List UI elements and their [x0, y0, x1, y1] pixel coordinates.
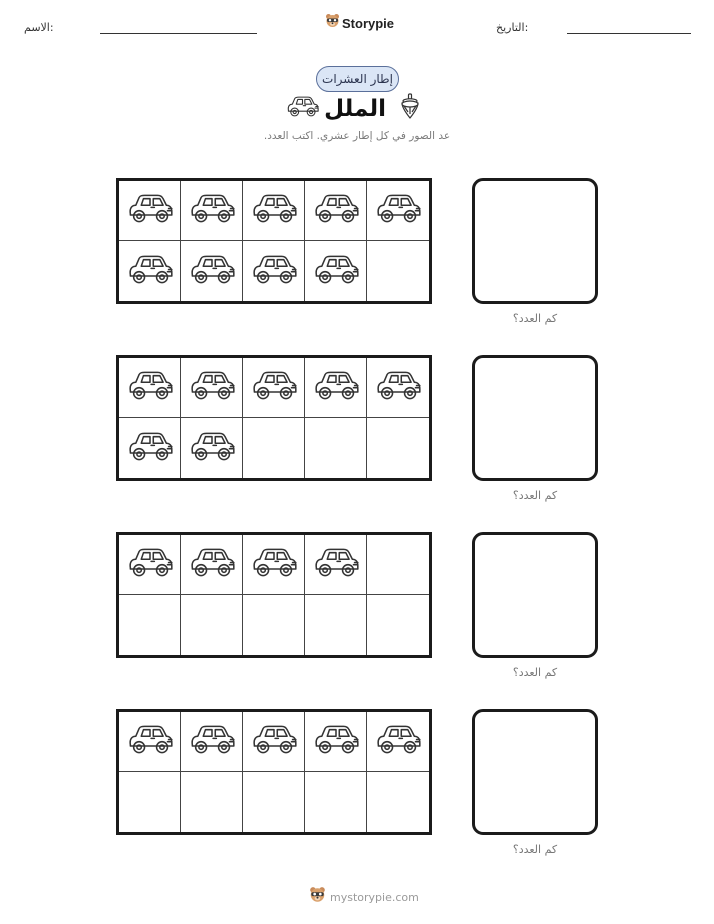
answer-prompt: كم العدد؟	[512, 843, 558, 856]
frame-cell	[305, 772, 367, 832]
car-icon	[126, 722, 174, 761]
car-icon	[312, 191, 360, 230]
frame-cell	[119, 241, 181, 301]
frame-cell	[243, 712, 305, 772]
frame-cell	[243, 772, 305, 832]
car-icon	[285, 94, 320, 123]
frame-cell	[181, 241, 243, 301]
car-icon	[126, 429, 174, 468]
frame-cell	[243, 535, 305, 595]
frame-cell	[243, 241, 305, 301]
frame-cell	[119, 418, 181, 478]
car-icon	[188, 545, 236, 584]
car-icon	[188, 368, 236, 407]
bear-logo-icon	[309, 886, 326, 908]
frame-cell	[367, 712, 429, 772]
frame-cell	[119, 535, 181, 595]
frame-cell	[305, 418, 367, 478]
brand-logo	[325, 13, 394, 33]
frame-cell	[305, 535, 367, 595]
car-icon	[188, 722, 236, 761]
frame-cell	[119, 712, 181, 772]
car-icon	[188, 429, 236, 468]
car-icon	[126, 368, 174, 407]
frame-cell	[305, 181, 367, 241]
name-line	[100, 33, 257, 34]
instructions: عد الصور في كل إطار عشري. اكتب العدد.	[263, 130, 451, 142]
frame-cell	[305, 241, 367, 301]
frame-cell	[181, 418, 243, 478]
frame-cell	[305, 712, 367, 772]
bear-logo-icon	[325, 13, 340, 33]
car-icon	[188, 252, 236, 291]
frame-cell	[367, 418, 429, 478]
car-icon	[374, 191, 422, 230]
frame-cell	[243, 595, 305, 655]
frame-cell	[367, 535, 429, 595]
name-label: الاسم:	[24, 21, 54, 34]
car-icon	[250, 191, 298, 230]
spinning-top-icon	[399, 93, 421, 125]
ten-frame	[116, 532, 432, 658]
date-line	[567, 33, 691, 34]
car-icon	[126, 252, 174, 291]
car-icon	[374, 368, 422, 407]
answer-box[interactable]	[472, 709, 598, 835]
frame-cell	[119, 772, 181, 832]
frame-cell	[181, 772, 243, 832]
frame-cell	[305, 595, 367, 655]
car-icon	[250, 722, 298, 761]
answer-prompt: كم العدد؟	[512, 666, 558, 679]
frame-cell	[367, 241, 429, 301]
frame-cell	[181, 358, 243, 418]
ten-frame	[116, 709, 432, 835]
answer-box[interactable]	[472, 178, 598, 304]
frame-cell	[367, 772, 429, 832]
frame-cell	[367, 181, 429, 241]
answer-box[interactable]	[472, 355, 598, 481]
worksheet-title: الملل	[324, 96, 386, 122]
footer-site: mystorypie.com	[330, 890, 419, 904]
car-icon	[188, 191, 236, 230]
ten-frame	[116, 178, 432, 304]
car-icon	[250, 368, 298, 407]
car-icon	[250, 545, 298, 584]
frame-cell	[367, 595, 429, 655]
frame-cell	[243, 181, 305, 241]
frame-cell	[181, 181, 243, 241]
frame-cell	[243, 358, 305, 418]
car-icon	[312, 722, 360, 761]
ten-frame	[116, 355, 432, 481]
car-icon	[126, 545, 174, 584]
worksheet-tag: إطار العشرات	[316, 66, 399, 92]
frame-cell	[119, 181, 181, 241]
footer	[309, 886, 419, 908]
car-icon	[312, 368, 360, 407]
answer-prompt: كم العدد؟	[512, 489, 558, 502]
frame-cell	[305, 358, 367, 418]
frame-cell	[367, 358, 429, 418]
answer-box[interactable]	[472, 532, 598, 658]
brand-name: Storypie	[342, 15, 395, 31]
car-icon	[126, 191, 174, 230]
car-icon	[312, 545, 360, 584]
car-icon	[312, 252, 360, 291]
car-icon	[374, 722, 422, 761]
frame-cell	[119, 358, 181, 418]
answer-prompt: كم العدد؟	[512, 312, 558, 325]
frame-cell	[181, 595, 243, 655]
frame-cell	[181, 535, 243, 595]
frame-cell	[243, 418, 305, 478]
car-icon	[250, 252, 298, 291]
frame-cell	[181, 712, 243, 772]
date-label: التاريخ:	[496, 21, 529, 34]
frame-cell	[119, 595, 181, 655]
